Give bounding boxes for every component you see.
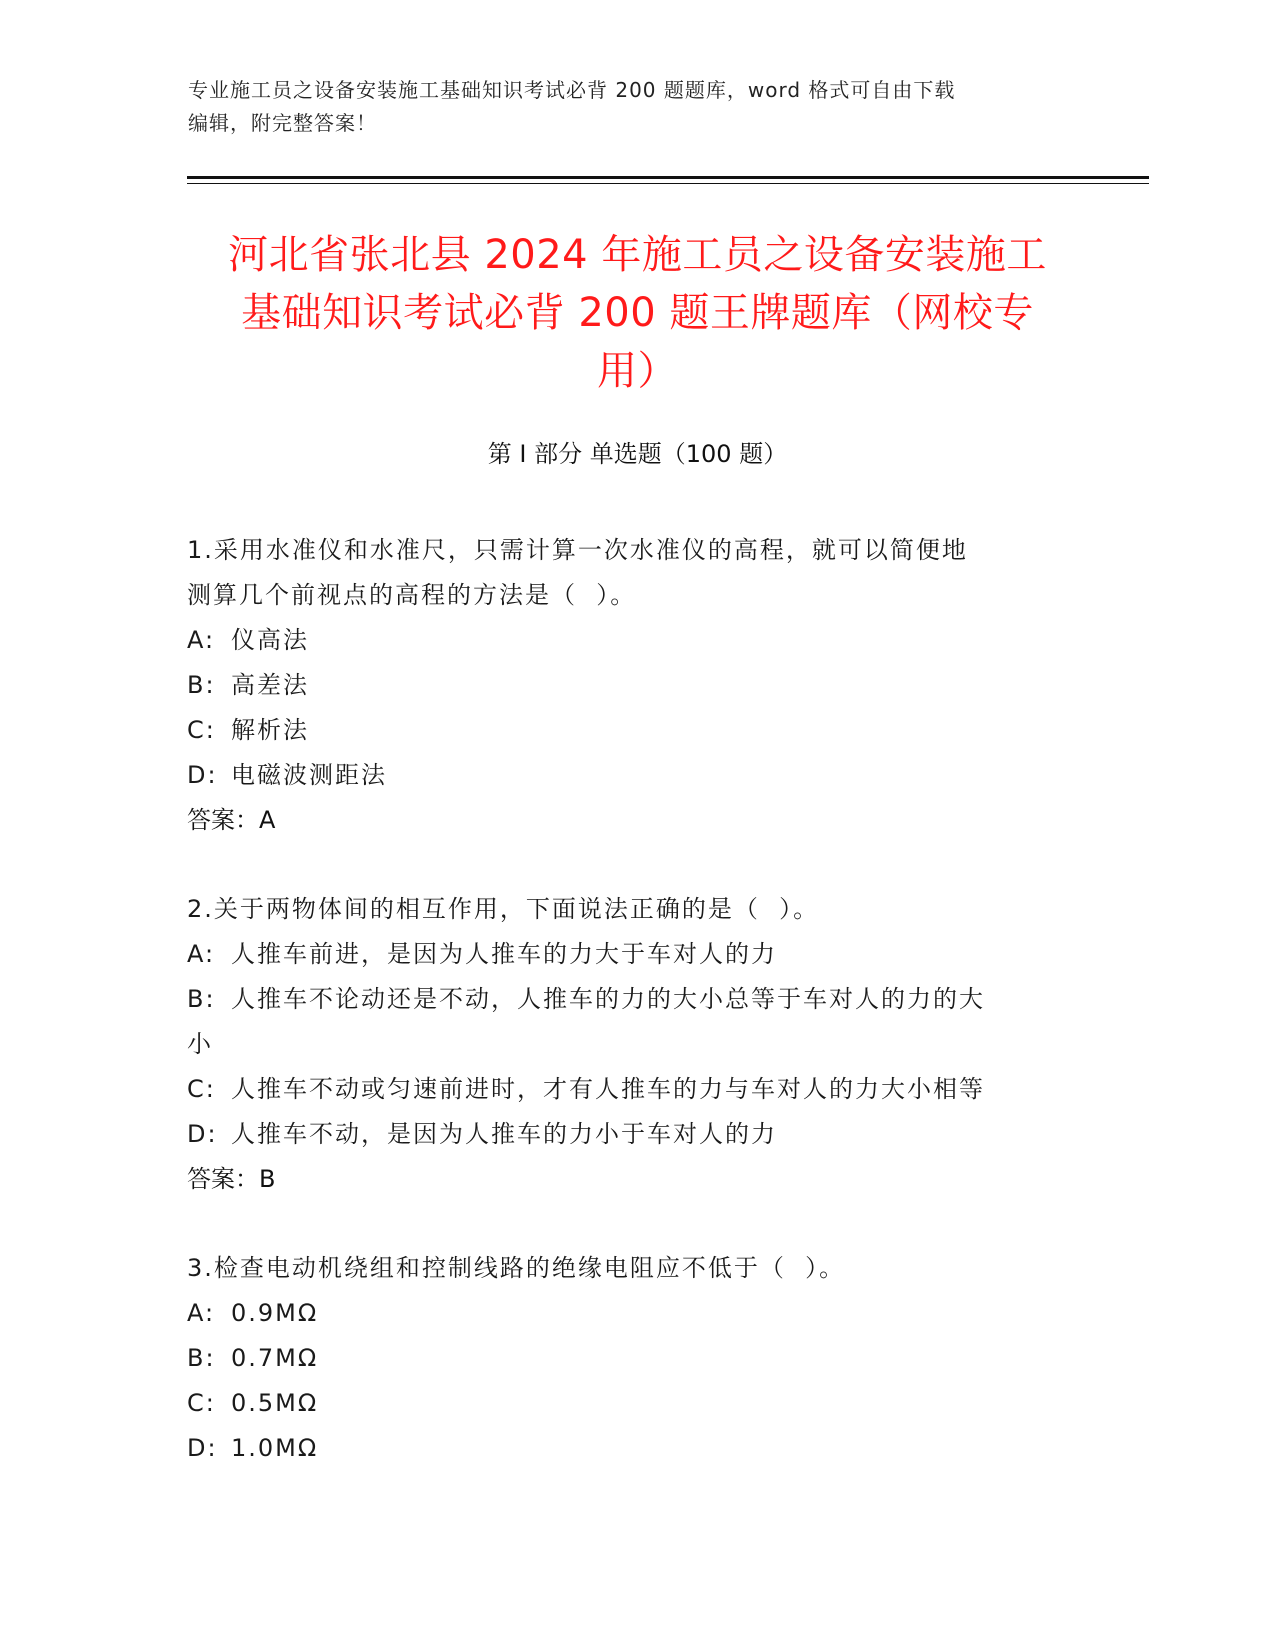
option-text: 1.0MΩ: [231, 1434, 319, 1462]
option-b: [187, 977, 1087, 1022]
option-letter: D:: [187, 761, 218, 789]
option-b: [187, 1336, 1087, 1381]
header-note-line-2: 编辑，附完整答案！: [188, 111, 377, 135]
option-letter: A:: [187, 1299, 216, 1327]
option-b: [187, 663, 1087, 708]
question-2: [187, 887, 1087, 1202]
option-letter: A:: [187, 940, 216, 968]
document-title: [150, 226, 1125, 400]
question-stem-continued: 测算几个前视点的高程的方法是（ ）。: [187, 581, 637, 609]
option-b-continued: [187, 1022, 1087, 1067]
option-a: [187, 932, 1087, 977]
question-list: [187, 528, 1087, 1515]
section-heading: 第 I 部分 单选题（100 题）: [487, 440, 788, 468]
option-letter: C:: [187, 716, 216, 744]
question-3: [187, 1246, 1087, 1471]
document-title-line-3: 用）: [597, 348, 678, 394]
option-a: [187, 618, 1087, 663]
option-letter: A:: [187, 626, 216, 654]
header-note: [188, 74, 1088, 140]
option-letter: D:: [187, 1434, 218, 1462]
option-letter: B:: [187, 1344, 216, 1372]
document-title-line-2: 基础知识考试必背 200 题王牌题库（网校专: [241, 290, 1034, 336]
answer: 答案：A: [187, 806, 276, 834]
option-letter: D:: [187, 1120, 218, 1148]
option-text: 人推车前进，是因为人推车的力大于车对人的力: [231, 940, 777, 968]
question-stem: 3.检查电动机绕组和控制线路的绝缘电阻应不低于（ ）。: [187, 1254, 846, 1282]
option-letter: C:: [187, 1389, 216, 1417]
option-letter: C:: [187, 1075, 216, 1103]
option-text: 人推车不动，是因为人推车的力小于车对人的力: [231, 1120, 777, 1148]
option-d: [187, 1426, 1087, 1471]
header-divider-thin: [187, 183, 1149, 184]
question-stem: 1.采用水准仪和水准尺，只需计算一次水准仪的高程，就可以简便地: [187, 536, 968, 564]
option-text: 电磁波测距法: [231, 761, 387, 789]
option-d: [187, 753, 1087, 798]
option-letter: B:: [187, 985, 216, 1013]
document-title-line-1: 河北省张北县 2024 年施工员之设备安装施工: [228, 232, 1047, 278]
header-divider-thick: [187, 176, 1149, 179]
option-text: 0.7MΩ: [231, 1344, 319, 1372]
option-text: 人推车不论动还是不动，人推车的力的大小总等于车对人的力的大: [231, 985, 985, 1013]
option-letter: B:: [187, 671, 216, 699]
option-text: 高差法: [231, 671, 309, 699]
option-d: [187, 1112, 1087, 1157]
option-text: 仪高法: [231, 626, 309, 654]
option-a: [187, 1291, 1087, 1336]
question-1: [187, 528, 1087, 843]
option-c: [187, 1067, 1087, 1112]
header-note-line-1: 专业施工员之设备安装施工基础知识考试必背 200 题题库，word 格式可自由下载: [188, 78, 956, 102]
option-text: 0.5MΩ: [231, 1389, 319, 1417]
answer: 答案：B: [187, 1165, 276, 1193]
question-stem: 2.关于两物体间的相互作用，下面说法正确的是（ ）。: [187, 895, 820, 923]
option-c: [187, 708, 1087, 753]
option-text: 小: [187, 1030, 213, 1058]
option-c: [187, 1381, 1087, 1426]
option-text: 人推车不动或匀速前进时，才有人推车的力与车对人的力大小相等: [231, 1075, 985, 1103]
option-text: 0.9MΩ: [231, 1299, 319, 1327]
option-text: 解析法: [231, 716, 309, 744]
